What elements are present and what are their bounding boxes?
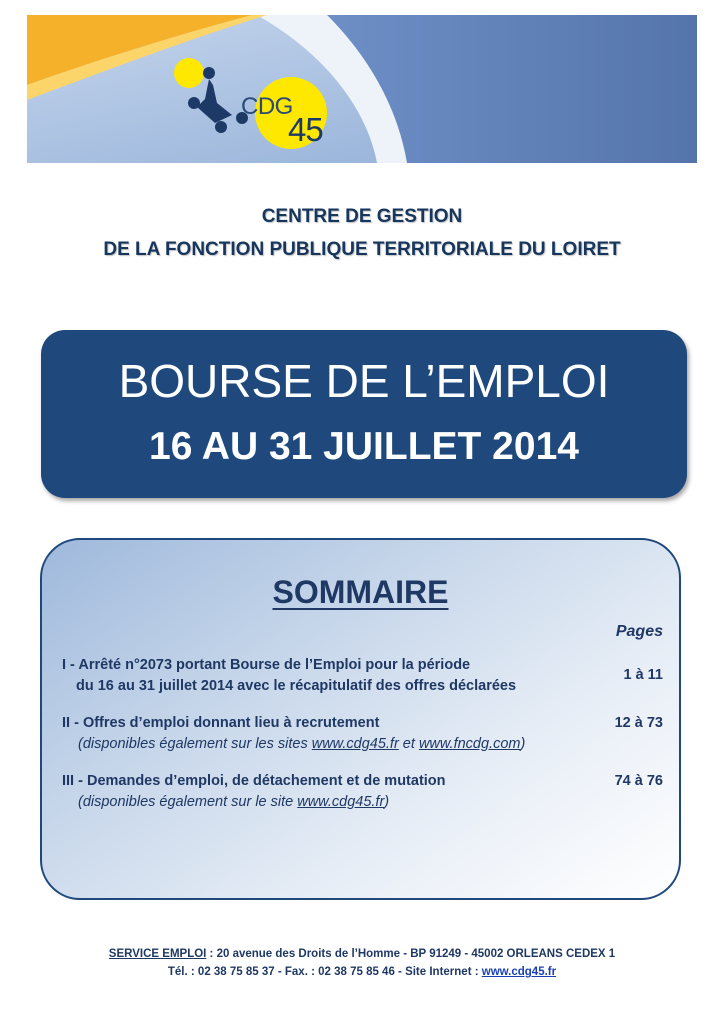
bourse-banner xyxy=(41,330,687,498)
item-3-title: III - Demandes d’emploi, de détachement et de mutation xyxy=(62,773,446,789)
item-1-pages: 1 à 11 xyxy=(623,667,663,683)
item-1-subtitle: du 16 au 31 juillet 2014 avec le récapitulatif des offres déclarées xyxy=(76,678,517,694)
item-2-note-suffix: ) xyxy=(520,736,526,752)
footer-address: : 20 avenue des Droits de l’Homme - BP 91249 - 45002 ORLEANS CEDEX 1 xyxy=(206,948,616,960)
organization-title xyxy=(0,200,724,266)
footer-service-label: SERVICE EMPLOI xyxy=(108,948,207,960)
logo-number-text: 45 xyxy=(288,111,323,148)
cdg45-link-2[interactable]: www.cdg45.fr xyxy=(297,794,385,810)
pages-column-label: Pages xyxy=(615,623,663,640)
item-1-title: I - Arrêté n°2073 portant Bourse de l’Emploi pour la période xyxy=(62,657,471,673)
item-3-note-prefix: (disponibles également sur le site xyxy=(78,794,298,810)
organization-line-1: CENTRE DE GESTION xyxy=(261,206,463,227)
sommaire-title-text: SOMMAIRE xyxy=(272,574,449,610)
sommaire-title xyxy=(42,574,679,611)
banner-graphic xyxy=(27,15,697,163)
sommaire-item-2 xyxy=(62,713,663,755)
bourse-dates: 16 AU 31 JUILLET 2014 xyxy=(149,425,579,468)
item-3-pages: 74 à 76 xyxy=(614,773,663,789)
bourse-title: BOURSE DE L’EMPLOI xyxy=(118,355,610,407)
logo-cdg-text: CDG xyxy=(241,93,293,120)
item-2-pages: 12 à 73 xyxy=(614,715,663,731)
header-banner xyxy=(27,15,697,163)
item-2-note-mid: et xyxy=(398,736,419,752)
footer-contact-line xyxy=(0,963,724,981)
footer-address-line xyxy=(0,945,724,963)
item-2-title: II - Offres d’emploi donnant lieu à recrutement xyxy=(62,715,380,731)
footer-website-link[interactable]: www.cdg45.fr xyxy=(481,966,557,978)
footer xyxy=(0,945,724,981)
sommaire-panel xyxy=(40,538,681,900)
sommaire-item-3 xyxy=(62,771,663,813)
item-3-note-suffix: ) xyxy=(384,794,390,810)
organization-line-2: DE LA FONCTION PUBLIQUE TERRITORIALE DU LOIRET xyxy=(103,239,621,260)
footer-contact: Tél. : 02 38 75 85 37 - Fax. : 02 38 75 85 46 - Site Internet : xyxy=(167,966,482,978)
item-3-note xyxy=(62,792,663,813)
item-2-note-prefix: (disponibles également sur les sites xyxy=(78,736,312,752)
cdg45-link[interactable]: www.cdg45.fr xyxy=(311,736,399,752)
fncdg-link[interactable]: www.fncdg.com xyxy=(418,736,521,752)
sommaire-item-1 xyxy=(62,655,663,697)
item-2-note xyxy=(62,734,663,755)
